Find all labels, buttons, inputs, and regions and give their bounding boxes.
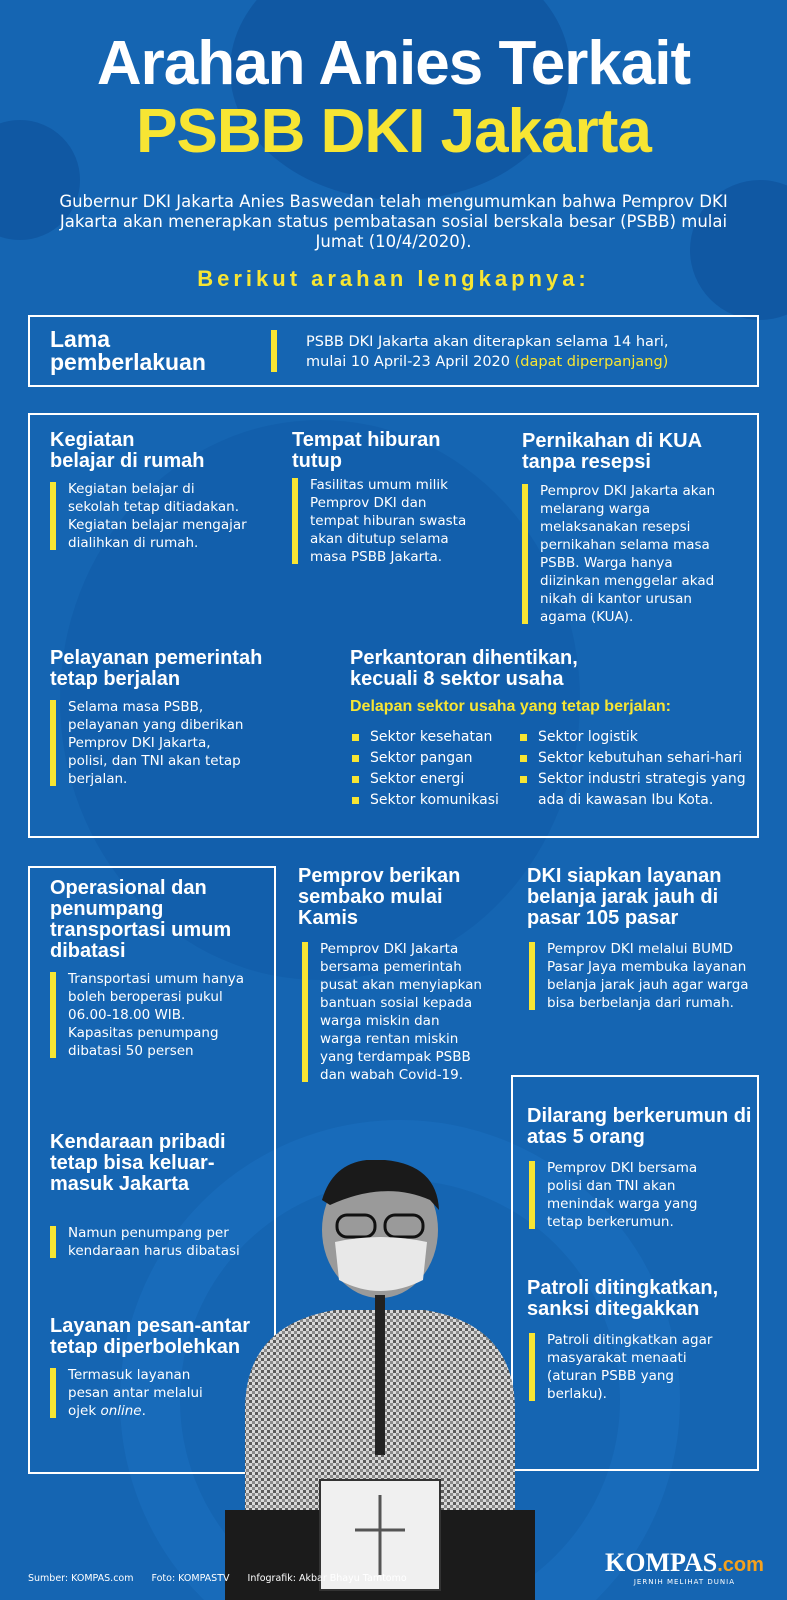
- section-heading-patroli: Patroli ditingkatkan, sanksi ditegakkan: [527, 1277, 719, 1320]
- sector-item: Sektor pangan: [350, 748, 520, 769]
- sector-item: Sektor kesehatan: [350, 727, 520, 748]
- section-heading-belajar: [50, 430, 205, 472]
- section-heading-nikah: [522, 431, 702, 473]
- duration-extension-note: (dapat diperpanjang): [514, 354, 669, 370]
- governor-photo: [225, 1160, 535, 1600]
- section-text-pasar: Pemprov DKI melalui BUMD Pasar Jaya membuka layanan belanja jarak jauh agar warga bisa berbelanja dari rumah.: [529, 940, 754, 1012]
- credit-source: Sumber: KOMPAS.com: [28, 1573, 134, 1584]
- section-text-sembako: Pemprov DKI Jakarta bersama pemerintah pusat akan menyiapkan bantuan sosial kepada warga miskin dan warga rentan miskin yang terdampak PSBB dan wabah Covid-19.: [302, 940, 482, 1084]
- section-text-patroli: Patroli ditingkatkan agar masyarakat menaati (aturan PSBB yang berlaku).: [529, 1331, 734, 1403]
- heading-line: tetap berjalan: [50, 668, 181, 690]
- heading-line: tanpa resepsi: [522, 451, 651, 473]
- sector-list-right: [518, 727, 748, 811]
- section-heading-pelayanan: [50, 648, 262, 690]
- accent-bar: [271, 330, 277, 372]
- heading-line: Tempat hiburan: [292, 429, 441, 451]
- duration-text-line2: mulai 10 April-23 April 2020: [306, 354, 511, 370]
- heading-line: Pelayanan pemerintah: [50, 647, 263, 669]
- section-text-hiburan: Fasilitas umum milik Pemprov DKI dan tempat hiburan swasta akan ditutup selama masa PSBB Jakarta.: [292, 476, 472, 566]
- logo-tagline: JERNIH MELIHAT DUNIA: [633, 1578, 736, 1586]
- sector-item: Sektor logistik: [518, 727, 748, 748]
- duration-text-line1: PSBB DKI Jakarta akan diterapkan selama 14 hari,: [306, 334, 669, 350]
- section-text-nikah: Pemprov DKI Jakarta akan melarang warga melaksanakan resepsi pernikahan selama masa PSBB. Warga hanya diizinkan menggelar akad nikah di kantor urusan agama (KUA).: [522, 482, 732, 626]
- duration-text: [306, 332, 669, 372]
- credits: [28, 1573, 407, 1584]
- duration-title-line1: Lama: [50, 326, 111, 352]
- pesan-antar-text: Termasuk layanan pesan antar melalui ojek: [68, 1367, 203, 1419]
- credit-infographic: Infografik: Akbar Bhayu Tamtomo: [247, 1573, 407, 1584]
- duration-title-line2: pemberlakuan: [50, 349, 206, 375]
- heading-line: belajar di rumah: [50, 450, 205, 472]
- pesan-antar-italic: online: [100, 1403, 142, 1419]
- section-text-kendaraan: Namun penumpang per kendaraan harus dibatasi: [50, 1224, 250, 1260]
- page-subtitle: PSBB DKI Jakarta: [136, 97, 651, 166]
- section-text-belajar: Kegiatan belajar di sekolah tetap ditiadakan. Kegiatan belajar mengajar dialihkan di rumah.: [50, 480, 250, 552]
- sector-item: Sektor komunikasi: [350, 790, 520, 811]
- section-heading-pesan-antar: Layanan pesan-antar tetap diperbolehkan: [50, 1315, 251, 1358]
- section-subhead: Berikut arahan lengkapnya:: [197, 266, 590, 291]
- section-text-transportasi: Transportasi umum hanya boleh beroperasi pukul 06.00-18.00 WIB. Kapasitas penumpang dibatasi 50 persen: [50, 970, 250, 1060]
- heading-line: Perkantoran dihentikan,: [350, 647, 578, 669]
- section-heading-perkantoran: [350, 648, 578, 690]
- section-heading-pasar: DKI siapkan layanan belanja jarak jauh di pasar 105 pasar: [527, 865, 722, 929]
- heading-line: Pernikahan di KUA: [522, 430, 703, 452]
- credit-photo: Foto: KOMPASTV: [151, 1573, 230, 1584]
- sector-item: Sektor energi: [350, 769, 520, 790]
- page-title: Arahan Anies Terkait: [96, 29, 691, 98]
- section-heading-kendaraan: Kendaraan pribadi tetap bisa keluar-masuk Jakarta: [50, 1131, 226, 1195]
- logo-suffix: .com: [717, 1554, 764, 1576]
- sector-item: Sektor kebutuhan sehari-hari: [518, 748, 748, 769]
- kompas-logo: [605, 1548, 764, 1586]
- section-heading-berkerumun: Dilarang berkerumun di atas 5 orang: [527, 1105, 752, 1148]
- heading-line: Kegiatan: [50, 429, 135, 451]
- sector-list-left: [350, 727, 520, 811]
- section-heading-transportasi: Operasional dan penumpang transportasi umum dibatasi: [50, 877, 232, 962]
- section-text-berkerumun: Pemprov DKI bersama polisi dan TNI akan menindak warga yang tetap berkerumun.: [529, 1159, 734, 1231]
- sector-item: Sektor industri strategis yang ada di kawasan Ibu Kota.: [518, 769, 748, 811]
- pesan-antar-end: .: [141, 1403, 146, 1419]
- section-text-pesan-antar: [50, 1366, 220, 1420]
- heading-line: kecuali 8 sektor usaha: [350, 668, 564, 690]
- section-heading-sembako: Pemprov berikan sembako mulai Kamis: [298, 865, 461, 929]
- heading-line: tutup: [292, 450, 342, 472]
- section-heading-hiburan: [292, 430, 441, 472]
- intro-paragraph: Gubernur DKI Jakarta Anies Baswedan telah mengumumkan bahwa Pemprov DKI Jakarta akan menerapkan status pembatasan sosial berskala besar (PSBB) mulai Jumat (10/4/2020).: [59, 192, 728, 251]
- sector-subtitle: Delapan sektor usaha yang tetap berjalan:: [350, 698, 671, 715]
- logo-main-text: KOMPAS: [605, 1548, 718, 1577]
- duration-title: [50, 328, 206, 374]
- section-text-pelayanan: Selama masa PSBB, pelayanan yang diberikan Pemprov DKI Jakarta, polisi, dan TNI akan tetap berjalan.: [50, 698, 250, 788]
